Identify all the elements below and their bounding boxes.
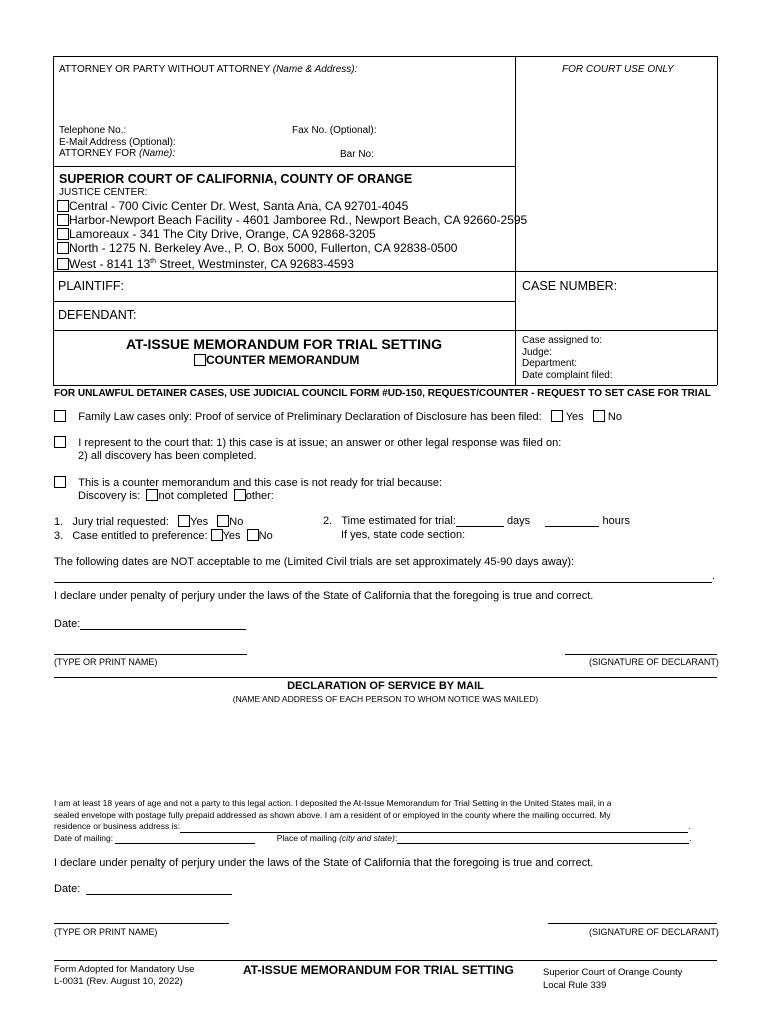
caption-right-border [717,56,718,385]
checkbox-pref-no[interactable] [247,529,259,541]
jury-row: 1. Jury trial requested: Yes No [54,516,244,528]
declare-text: I declare under penalty of perjury under the laws of the State of California that the foregoing is true and correct. [54,590,594,602]
represent-line-2: 2) all discovery has been completed. [78,450,257,462]
service-paragraph: I am at least 18 years of age and not a party to this legal action. I deposited the At-Issue Memorandum for Trial Setting in the United States mail, in a sealed envelope with postage fully prepaid addressed as shown above. I am a resident of or employed in the county where the mailing occurred. My residence or business address is: . Date of mailing: Place of mailing (city and state): . [54,798,692,843]
service-signature-label: (SIGNATURE OF DECLARANT) [589,927,719,937]
defendant-label: DEFENDANT: [58,308,137,322]
type-name-label: (TYPE OR PRINT NAME) [54,657,158,667]
bar-no-label: Bar No: [340,149,374,160]
case-assigned-label: Case assigned to: [522,335,603,346]
center-west: West - 8141 13th Street, Westminster, CA 92683-4593 [57,255,527,271]
service-print-name-field[interactable] [54,923,229,924]
counter-row: This is a counter memorandum and this case is not ready for trial because: [54,476,442,489]
plaintiff-label: PLAINTIFF: [58,279,124,293]
date-row: Date: [54,618,246,630]
footer-rule [54,960,717,961]
days-field[interactable] [456,515,504,527]
print-name-field[interactable] [54,654,247,655]
service-top-rule [54,677,717,678]
service-date-field[interactable] [86,883,232,895]
discovery-row: Discovery is: not completed other: [78,490,274,502]
family-law-row: Family Law cases only: Proof of service of Preliminary Declaration of Disclosure has been filed: Yes No [54,410,622,423]
checkbox-jury-no[interactable] [217,515,229,527]
checkbox-not-completed[interactable] [146,489,158,501]
checkbox-family-law[interactable] [54,410,66,422]
caption-line-court [53,166,515,167]
checkbox-jury-yes[interactable] [178,515,190,527]
place-mailing-field[interactable] [397,834,689,844]
residence-row: residence or business address is: . [54,821,691,831]
judge-label: Judge: [522,346,553,358]
justice-center-label: JUSTICE CENTER: [59,187,148,198]
checkbox-west[interactable] [57,258,69,270]
checkbox-counter[interactable] [54,476,66,488]
checkbox-other[interactable] [234,489,246,501]
not-acceptable-period: . [712,570,716,582]
mailing-date-field[interactable] [115,834,255,844]
service-date-row: Date: [54,883,232,895]
service-declare-text: I declare under penalty of perjury under the laws of the State of California that the foregoing is true and correct. [54,857,594,869]
center-harbor: Harbor-Newport Beach Facility - 4601 Jamboree Rd., Newport Beach, CA 92660-2595 [57,213,527,227]
checkbox-family-no[interactable] [593,410,605,422]
service-subtitle: (NAME AND ADDRESS OF EACH PERSON TO WHOM NOTICE WAS MAILED) [232,694,539,704]
unlawful-detainer-notice: FOR UNLAWFUL DETAINER CASES, USE JUDICIAL COUNCIL FORM #UD-150, REQUEST/COUNTER - REQUEST TO SET CASE FOR TRIAL [54,388,711,399]
case-assignment-block [522,335,613,381]
checkbox-lamoreaux[interactable] [57,228,69,240]
center-central: Central - 700 Civic Center Dr. West, Santa Ana, CA 92701-4045 [57,199,527,213]
telephone-label: Telephone No.: [59,125,127,136]
preference-row: 3. Case entitled to preference: Yes No [54,530,273,542]
state-code-label: If yes, state code section: [341,529,466,541]
case-number-label: CASE NUMBER: [522,279,618,293]
service-type-name-label: (TYPE OR PRINT NAME) [54,927,158,937]
footer-title: AT-ISSUE MEMORANDUM FOR TRIAL SETTING [243,963,514,977]
not-acceptable-field[interactable] [54,582,712,583]
caption-top-border [53,56,717,57]
center-north: North - 1275 N. Berkeley Ave., P. O. Box 5000, Fullerton, CA 92838-0500 [57,241,527,255]
justice-center-list [57,199,527,271]
checkbox-family-yes[interactable] [551,410,563,422]
court-title: SUPERIOR COURT OF CALIFORNIA, COUNTY OF ORANGE [59,172,413,186]
email-label: E-Mail Address (Optional): [59,137,176,148]
counter-memo-row: COUNTER MEMORANDUM [194,353,359,367]
checkbox-counter-memo[interactable] [194,354,206,366]
service-title: DECLARATION OF SERVICE BY MAIL [287,680,484,692]
footer-right [543,966,682,992]
residence-field[interactable] [180,823,688,833]
caption-line-plaintiff [53,271,717,272]
department-label: Department: [522,358,578,369]
caption-line-memo [53,330,717,331]
checkbox-central[interactable] [57,200,69,212]
checkbox-north[interactable] [57,242,69,254]
court-use-label: FOR COURT USE ONLY [562,64,674,75]
footer-court: Superior Court of Orange County [543,967,683,978]
fax-label: Fax No. (Optional): [292,125,377,136]
represent-row: I represent to the court that: 1) this case is at issue; an answer or other legal response was filed on: [54,436,561,449]
checkbox-represent[interactable] [54,436,66,448]
caption-bottom-border [53,385,717,386]
time-estimate-row: 2. Time estimated for trial: days hours [323,515,631,527]
form-adopted: Form Adopted for Mandatory Use [54,964,195,975]
signature-field[interactable] [565,654,717,655]
attorney-label: ATTORNEY OR PARTY WITHOUT ATTORNEY (Name & Address): [59,64,358,75]
checkbox-pref-yes[interactable] [211,529,223,541]
form-revision: L-0031 (Rev. August 10, 2022) [54,976,183,987]
service-signature-field[interactable] [548,923,717,924]
date-field[interactable] [80,618,246,630]
date-filed-label: Date complaint filed: [522,369,613,381]
hours-field[interactable] [545,515,599,527]
signature-label: (SIGNATURE OF DECLARANT) [589,657,719,667]
memo-title: AT-ISSUE MEMORANDUM FOR TRIAL SETTING [125,336,443,352]
mailing-row: Date of mailing: Place of mailing (city and state): . [54,832,692,843]
footer-rule-number: Local Rule 339 [543,980,607,991]
checkbox-harbor[interactable] [57,214,69,226]
caption-line-defendant [53,301,515,302]
attorney-for-label: ATTORNEY FOR (Name): [59,148,176,159]
footer-left [54,964,194,988]
not-acceptable-label: The following dates are NOT acceptable to me (Limited Civil trials are set approximately 45-90 days away): [54,556,575,568]
center-lamoreaux: Lamoreaux - 341 The City Drive, Orange, CA 92868-3205 [57,227,527,241]
